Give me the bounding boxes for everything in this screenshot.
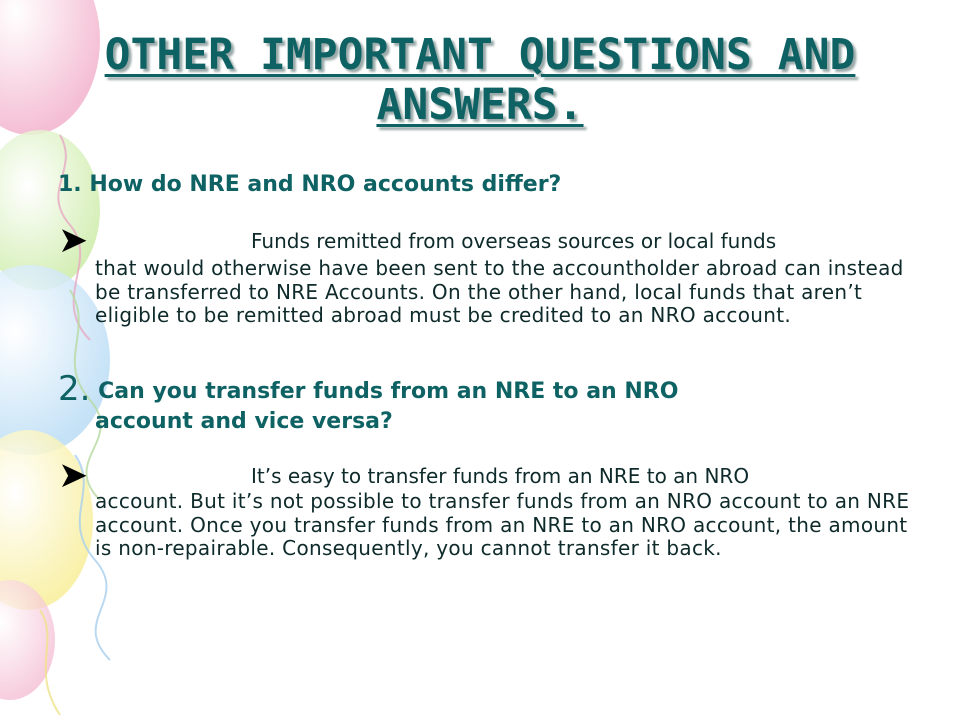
answer-1-lead: Funds remitted from overseas sources or local funds — [251, 229, 777, 253]
question-2 — [58, 369, 898, 437]
question-2-line-2: account and vice versa? — [95, 409, 393, 434]
arrow-bullet-icon: ➤ — [58, 455, 89, 496]
question-2-number: 2. — [58, 369, 91, 409]
question-1-number: 1. — [58, 172, 82, 197]
answer-2-lead: It’s easy to transfer funds from an NRE to an NRO — [251, 464, 750, 488]
arrow-bullet-icon: ➤ — [58, 220, 89, 261]
answer-2-text: account. But it’s not possible to transfer funds from an NRO account to an NRE account. Once you transfer funds from an NRE to an NRO account, the amount is non-repairable. Consequently, you cannot transfer it back. — [95, 489, 910, 560]
slide-title: OTHER IMPORTANT QUESTIONS AND ANSWERS. — [104, 30, 856, 130]
question-1 — [58, 172, 561, 197]
answer-1-text: that would otherwise have been sent to the accountholder abroad can instead be transferred to NRE Accounts. On the other hand, local funds that aren’t eligible to be remitted abroad must be credited to an NRO account. — [95, 256, 904, 327]
question-1-text: How do NRE and NRO accounts differ? — [89, 172, 562, 197]
answer-2 — [58, 455, 918, 561]
question-2-line-1: Can you transfer funds from an NRE to an NRO — [98, 379, 679, 404]
answer-1 — [58, 220, 918, 328]
